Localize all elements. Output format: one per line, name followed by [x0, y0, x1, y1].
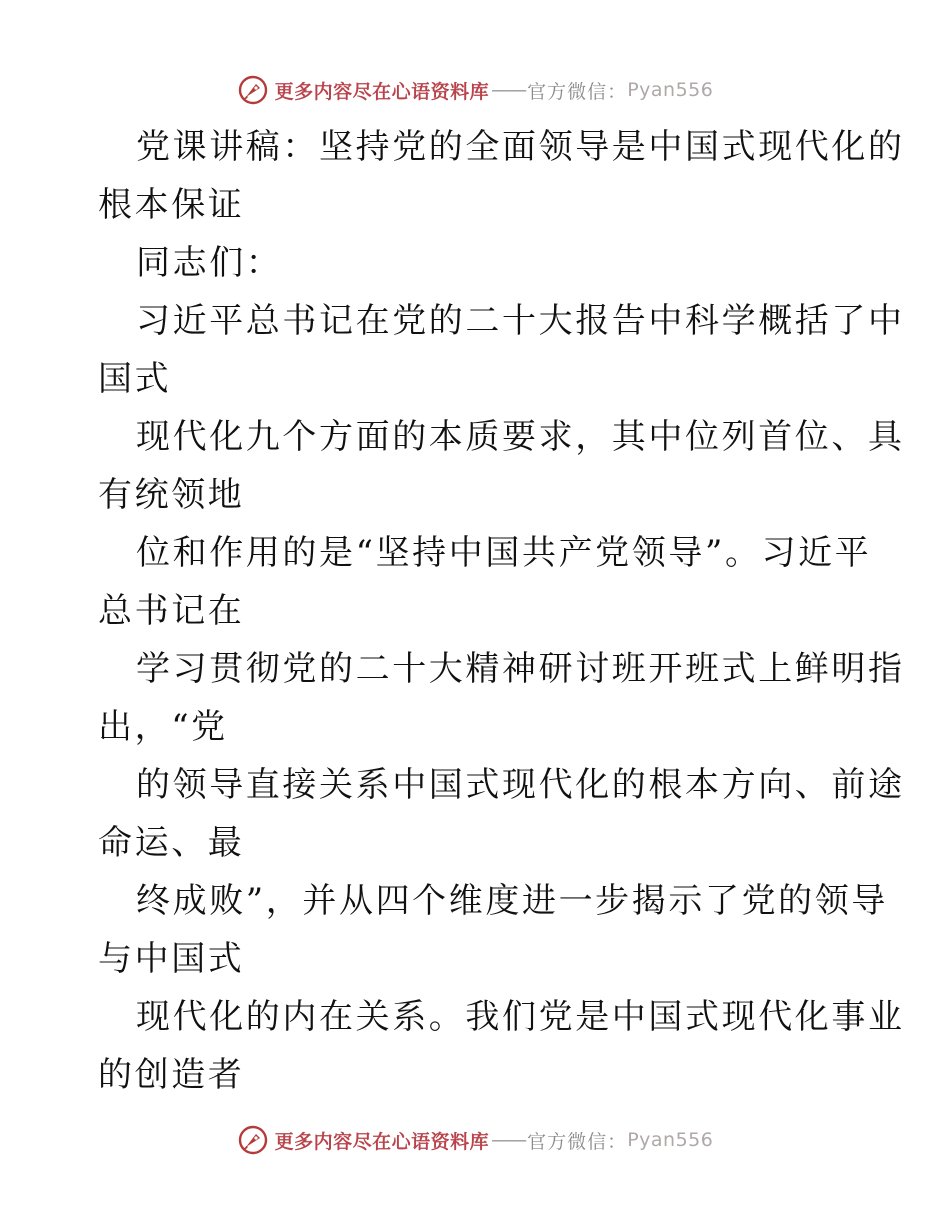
document-line: 的创造者 — [98, 1055, 245, 1095]
banner-dash: —— — [491, 1129, 526, 1151]
wechat-label: 官方微信： — [527, 1130, 628, 1153]
document-line: 现代化的内在关系。我们党是中国式现代化事业 — [136, 997, 905, 1037]
document-line: 有统领地 — [98, 475, 245, 515]
brand-text: 更多内容尽在心语资料库 — [274, 80, 490, 103]
document-line: 命运、最 — [98, 823, 245, 863]
document-line: 与中国式 — [98, 939, 245, 979]
document-body — [98, 118, 905, 1104]
wechat-id: Pyan556 — [627, 1129, 714, 1151]
banner-dash: —— — [491, 79, 526, 101]
document-line: 国式 — [98, 359, 172, 399]
document-line: 出，“党 — [98, 707, 228, 747]
pen-nib-logo-icon — [237, 1124, 269, 1156]
document-line: 总书记在 — [98, 591, 245, 631]
document-line: 根本保证 — [98, 185, 245, 225]
document-line: 习近平总书记在党的二十大报告中科学概括了中 — [136, 301, 905, 341]
pen-nib-logo-icon — [237, 74, 269, 106]
wechat-id: Pyan556 — [627, 79, 714, 101]
document-line: 学习贯彻党的二十大精神研讨班开班式上鲜明指 — [136, 649, 905, 689]
document-line: 现代化九个方面的本质要求，其中位列首位、具 — [136, 417, 905, 457]
document-line: 同志们： — [136, 243, 283, 283]
document-line: 的领导直接关系中国式现代化的根本方向、前途 — [136, 765, 905, 805]
brand-text: 更多内容尽在心语资料库 — [274, 1130, 490, 1153]
document-line: 党课讲稿：坚持党的全面领导是中国式现代化的 — [136, 127, 905, 167]
footer-watermark-banner — [0, 1120, 950, 1160]
wechat-label: 官方微信： — [527, 80, 628, 103]
document-line: 终成败”，并从四个维度进一步揭示了党的领导 — [136, 881, 888, 921]
header-watermark-banner — [0, 70, 950, 110]
document-line: 位和作用的是“坚持中国共产党领导”。习近平 — [136, 533, 872, 573]
